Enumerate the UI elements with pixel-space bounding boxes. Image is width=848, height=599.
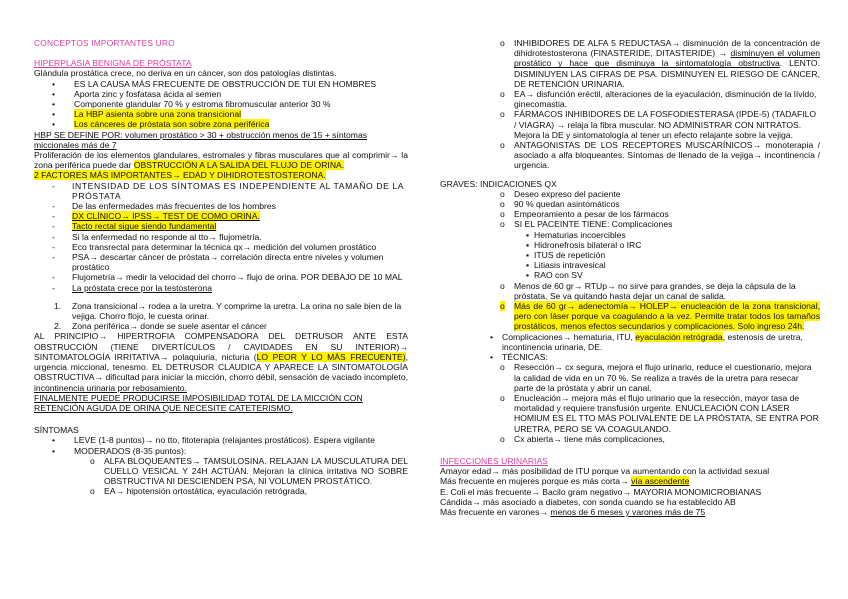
list-item: - De las enfermedades más frecuentes de los hombres: [52, 201, 276, 212]
list-item: ▪ RAO con SV: [526, 270, 583, 281]
list-item: - DX CLÍNICO→ IPSS→ TEST DE COMO ORINA.: [52, 211, 260, 222]
hbp-dash-list: [34, 181, 408, 293]
list-item: - Eco transrectal para determinar la técnica qx→ medición del volumen prostático: [52, 241, 377, 252]
tecnicas-sublist: [440, 362, 820, 444]
list-item: - Si la enfermedad no responde al tto→ flujometría.: [52, 231, 262, 242]
list-item: o Deseo expreso del paciente: [500, 188, 621, 199]
list-item: • Componente glandular 70 % y estroma fibromuscular anterior 30 %: [52, 99, 331, 110]
itu-line: Cándida→ más asociado a diabetes, con sonda cuando se ha establecido AB: [440, 496, 736, 507]
list-item: - INTENSIDAD DE LOS SÍNTOMAS ES INDEPENDIENTE AL TAMAÑO DE LA PRÓSTATA: [52, 180, 404, 201]
list-item: o Empeoramiento a pesar de los fármacos: [500, 209, 669, 220]
list-item: - Flujometría→ medir la velocidad del chorro→ flujo de orina. POR DEBAJO DE 10 MAL: [52, 272, 403, 283]
hbp-bullet-list: [34, 79, 408, 130]
list-item: o INHIBIDORES DE ALFA 5 REDUCTASA→ disminución de la concentración de dihidrotestosterona (FINASTERIDE, DITASTERIDE) → disminuyen el volumen prostático y hace que disminuya la sintomatología obstructiva. LENTO. DISMINUYEN LAS CIFRAS DE PSA. DISMINUYEN EL RIESGO DE CÁNCER, DE RETENCIÓN URINARIA.: [500, 38, 820, 89]
list-item: • La HBP asienta sobre una zona transicional: [52, 109, 242, 120]
surgery-size-list: [440, 281, 820, 332]
drugs-sublist: [440, 38, 820, 171]
main-factors: 2 FACTORES MÁS IMPORTANTES→ EDAD Y DIHIDROTESTOSTERONA.: [34, 170, 326, 181]
left-column: [34, 38, 408, 497]
list-item: • TÉCNICAS:: [490, 352, 548, 363]
list-item: o Más de 60 gr→ adenectomía→ HOLEP→ enucleación de la zona transicional, pero con láser porque va coagulando a la vez. Permite tratar todos los tamaños prostáticos, menos efectos secundarios y complicaciones. Solo ingreso 24h.: [500, 301, 820, 332]
itu-line: Más frecuente en varones→ menos de 6 meses y varones más de 75: [440, 506, 706, 517]
list-item: - PSA→ descartar cáncer de próstata→ correlación directa entre niveles y volumen prostático: [52, 252, 384, 273]
list-item: - Tacto rectal sigue siendo fundamental: [52, 221, 217, 232]
hbp-intro: Glándula prostática crece, no deriva en un cáncer, son dos patologías distintas.: [34, 68, 337, 79]
list-item: • MODERADOS (8-35 puntos):: [52, 445, 187, 456]
moderados-sublist: [34, 456, 408, 497]
list-item: o Cx abierta→ tiene más complicaciones,: [500, 433, 665, 444]
list-item: • LEVE (1-8 puntos)→ no tto, fitoterapia (relajantes prostáticos). Espera vigilante: [52, 435, 375, 446]
list-item: ▪ Hematurias incoercibles: [526, 229, 626, 240]
list-item: o ALFA BLOQUEANTES→ TAMSULOSINA. RELAJAN LA MUSCULATURA DEL CUELLO VESICAL Y 24H ACTÚAN. Mejoran la clínica irritativa NO SOBRE OBSTRUCTIVA NI DESCIENDEN PSA, NI VOLUMEN PROSTÁTICO.: [90, 455, 408, 487]
list-item: o FÁRMACOS INHIBIDORES DE LA FOSFODIESTERASA (IPDE-5) (TADAFILO / VIAGRA) → relaja la fibra muscular. NO ADMINISTRAR CON NITRATOS. Mejora la DE y sintomatología al tener un efecto relajante sobre la vejiga.: [500, 109, 817, 140]
list-item: 2. Zona periférica→ donde se suele asentar el cáncer: [54, 321, 267, 332]
page-title: CONCEPTOS IMPORTANTES URO: [34, 38, 175, 48]
graves-heading: GRAVES: INDICACIONES QX: [440, 178, 557, 189]
complicaciones-sublist: [440, 230, 820, 281]
list-item: - La próstata crece por la testosterona: [52, 282, 212, 293]
list-item: o Enucleación→ mejora más el flujo urinario que la resección, mayor tasa de mortalidad y requiere transfusión urgente. ENUCLEACIÓN CON LÁSER HOMIUM ES EL TTO MÁS POLIVALENTE DE LA PRÓSTATA, SE ENTRA POR URETRA, PERO SE VA COAGULANDO.: [500, 392, 819, 434]
itu-line: Más frecuente en mujeres porque es más corta→ vía ascendente: [440, 476, 690, 487]
list-item: 1. Zona transicional→ rodea a la uretra. Y comprime la uretra. La orina no sale bien de la vejiga. Chorro flojo, le cuesta orinar.: [54, 300, 402, 322]
list-item: • ES LA CAUSA MÁS FRECUENTE DE OBSTRUCCIÓN DE TUI EN HOMBRES: [52, 78, 377, 89]
list-item: • Aporta zinc y fosfatasa ácida al semen: [52, 88, 222, 99]
list-item: o ANTAGONISTAS DE LOS RECEPTORES MUSCARÍNICOS→ monoterapia / asociado a alfa bloqueantes. Síntomas de llenado de la vejiga→ incontinencia / urgencia.: [500, 140, 820, 171]
list-item: ▪ Litiasis intravesical: [526, 260, 606, 271]
sintomas-heading: SÍNTOMAS: [34, 425, 79, 436]
right-column: [440, 38, 820, 517]
section-heading-hbp: HIPERPLASIA BENIGNA DE PRÓSTATA: [34, 58, 192, 69]
list-item: o EA→ disfunción eréctil, alteraciones de la eyaculación, disminución de la lívido, ginecomastia.: [500, 89, 817, 110]
list-item: o 90 % quedan asintomáticos: [500, 199, 620, 210]
graves-list: [440, 189, 820, 230]
hbp-definition: HBP SE DEFINE POR: volumen prostático > 30 + obstrucción menos de 15 + síntomas miccionales más de 7: [34, 129, 368, 150]
list-item: o Resección→ cx segura, mejora el flujo urinario, reduce el cuestionario, mejora la calidad de vida en un 70 %. Se realiza a través de la uretra para resecar parte de la próstata y abrir un canal.: [500, 362, 812, 393]
finalmente-paragraph: FINALMENTE PUEDE PRODUCIRSE IMPOSIBILIDAD TOTAL DE LA MICCIÓN CON RETENCIÓN AGUDA DE ORINA QUE NECESITE CATETERISMO.: [34, 392, 363, 413]
itu-line: Amayor edad→ más posibilidad de ITU porque va aumentando con la actividad sexual: [440, 466, 770, 477]
list-item: o EA→ hipotensión ortostática, eyaculación retrógrada,: [90, 486, 308, 497]
section-heading-itu: INFECCIONES URINARIAS: [440, 455, 548, 466]
principio-paragraph: AL PRINCIPIO→ HIPERTROFIA COMPENSADORA DEL DETRUSOR ANTE ESTA OBSTRUCCIÓN (TIENE DIVERTÍCULOS / CAVIDADES EN SU INTERIOR)→ SINTOMATOLOGÍA IRRITATIVA→ polaquiuria, nicturia (LO PEOR Y LO MÁS FRECUENTE), urgencia miccional, tenesmo. EL DETRUSOR CLAUDICA Y APARECE LA SINTOMATOLOGÍA OBSTRUCTIVA→ dificultad para iniciar la micción, chorro débil, sensación de vaciado incompleto, incontinencia urinaria por rebosamiento.: [34, 331, 408, 393]
list-item: o SI EL PACEINTE TIENE: Complicaciones: [500, 219, 673, 230]
list-item: ▪ Hidronefrosis bilateral o IRC: [526, 239, 642, 250]
list-item: • Los cánceres de próstata son sobre zona periférica: [52, 119, 270, 130]
sintomas-list: [34, 435, 408, 455]
itu-line: E. Coli el más frecuente→ Bacilo gram negativo→ MAYORIA MONOMICROBIANAS: [440, 486, 762, 497]
proliferation-paragraph: Proliferación de los elementos glandulares, estromales y fibras musculares que al comprimir→ la zona periférica puede dar OBSTRUCCIÓN A LA SALIDA DEL FLUJO DE ORINA.: [34, 150, 408, 171]
tecnicas-list: [440, 332, 820, 363]
zone-numbered-list: [34, 301, 408, 332]
list-item: ▪ ITUS de repetición: [526, 250, 606, 261]
list-item: o Menos de 60 gr→ RTUp→ no sirve para grandes, se deja la cápsula de la próstata. Se va quitando hasta dejar un canal de salida.: [500, 280, 796, 301]
list-item: • Complicaciones→ hematuria, ITU, eyaculación retrógrada, estenosis de uretra, incontinencia urinaria, DE.: [490, 331, 803, 352]
